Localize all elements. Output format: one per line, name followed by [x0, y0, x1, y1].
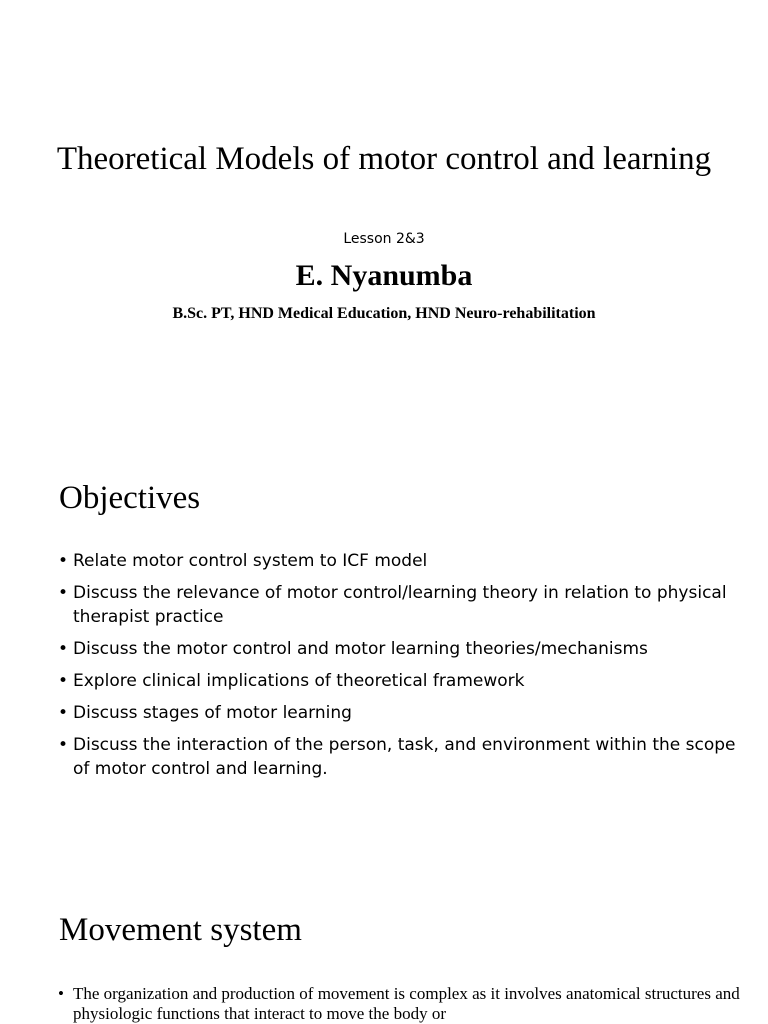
author-credentials: B.Sc. PT, HND Medical Education, HND Neuro-rehabilitation	[172, 305, 596, 322]
list-item	[58, 701, 738, 725]
author-name: E. Nyanumba	[295, 259, 473, 292]
movement-system-slide	[0, 864, 768, 1024]
list-item-text: Discuss stages of motor learning	[73, 703, 352, 723]
objectives-heading: Objectives	[59, 480, 201, 516]
presentation-title: Theoretical Models of motor control and learning	[56, 141, 712, 177]
list-item-text: Discuss the relevance of motor control/learning theory in relation to physical therapist practice	[73, 583, 727, 627]
list-item	[58, 984, 758, 1024]
bullet-icon: •	[58, 583, 69, 603]
list-item	[58, 581, 738, 629]
bullet-icon: •	[58, 639, 69, 659]
movement-heading: Movement system	[59, 912, 302, 948]
list-item	[58, 733, 738, 781]
list-item-text: The organization and production of movement is complex as it involves anatomical structures and physiologic functions that interact to move the body or	[73, 984, 740, 1023]
list-item-text: Explore clinical implications of theoretical framework	[73, 671, 525, 691]
bullet-icon: •	[58, 671, 69, 691]
movement-list	[58, 984, 758, 1024]
lesson-label: Lesson 2&3	[343, 231, 425, 247]
list-item-text: Relate motor control system to ICF model	[73, 551, 428, 571]
bullet-icon: •	[58, 551, 69, 571]
bullet-icon: •	[58, 984, 64, 1003]
bullet-icon: •	[58, 735, 69, 755]
title-slide	[0, 0, 768, 432]
list-item	[58, 637, 738, 661]
objectives-slide	[0, 432, 768, 864]
bullet-icon: •	[58, 703, 69, 723]
objectives-list	[58, 549, 738, 789]
list-item-text: Discuss the interaction of the person, task, and environment within the scope of motor control and learning.	[73, 735, 736, 779]
list-item-text: Discuss the motor control and motor learning theories/mechanisms	[73, 639, 648, 659]
list-item	[58, 549, 738, 573]
list-item	[58, 669, 738, 693]
